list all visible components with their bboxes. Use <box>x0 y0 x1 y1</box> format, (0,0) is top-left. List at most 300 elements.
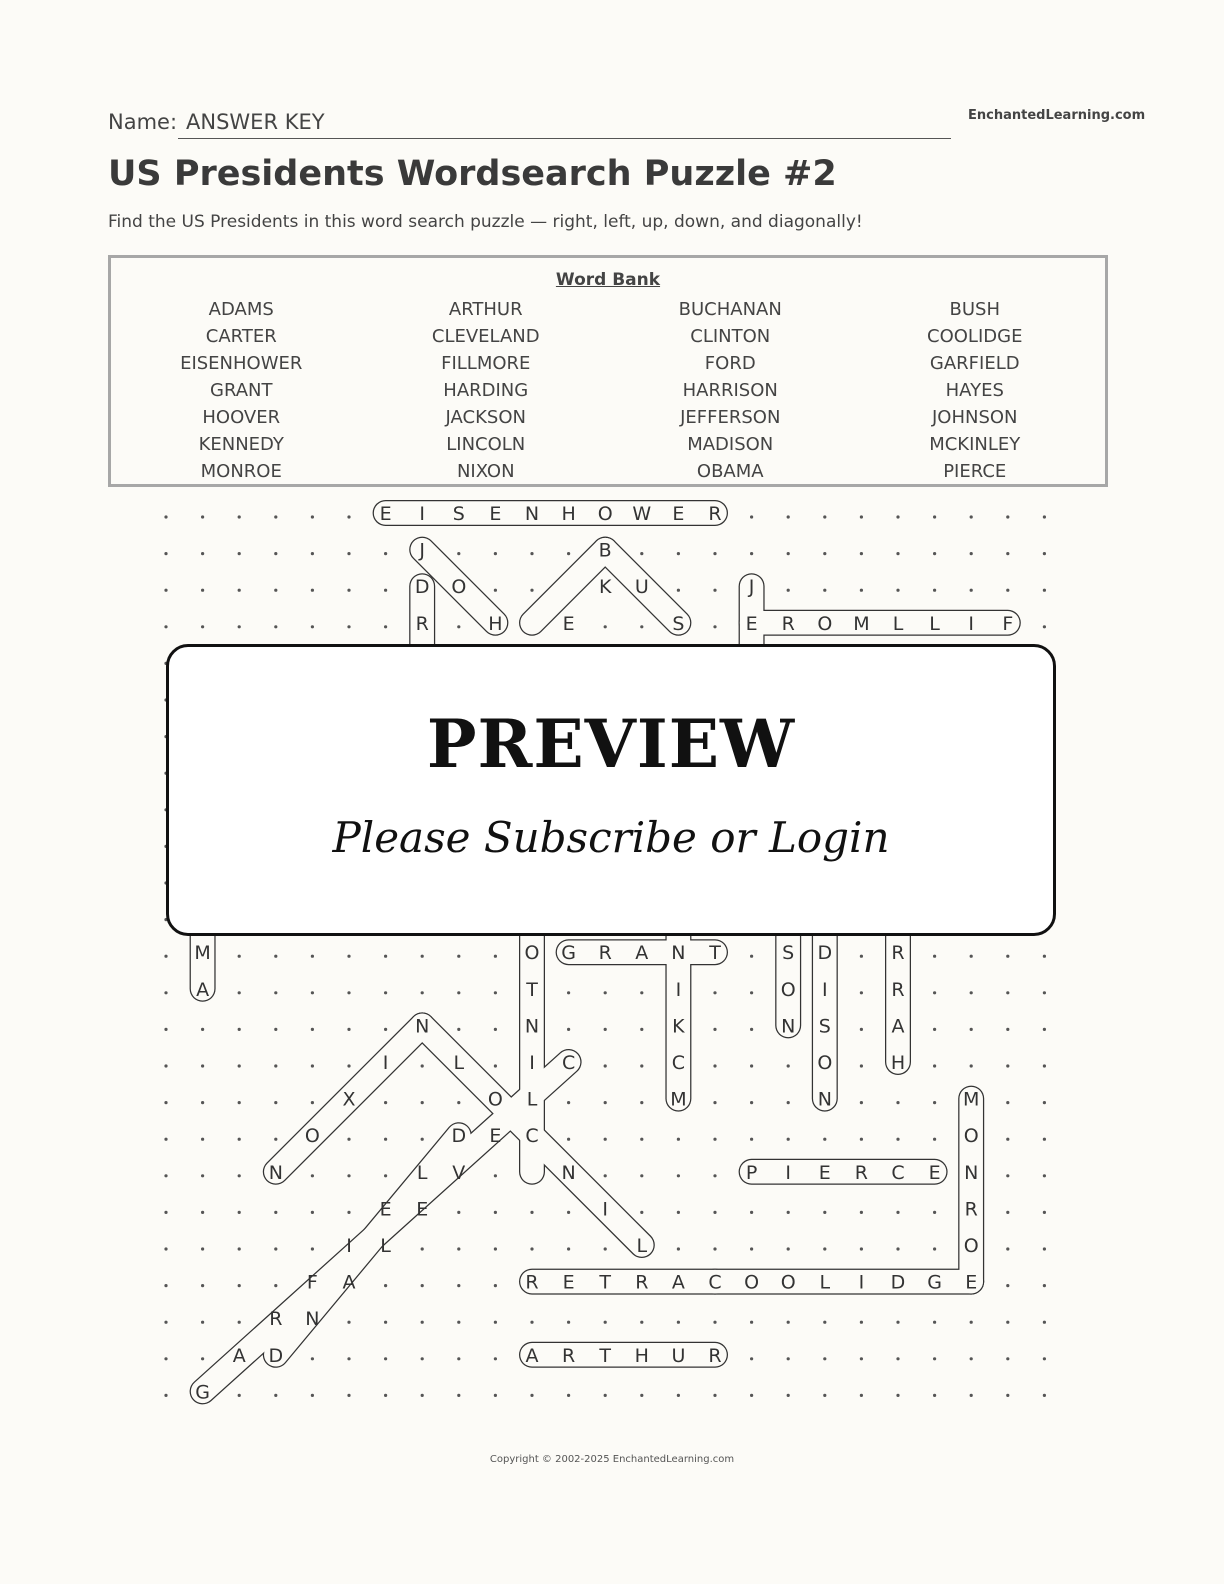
grid-dot <box>1006 1064 1009 1067</box>
grid-dot <box>384 1357 387 1360</box>
grid-dot <box>274 1064 277 1067</box>
word-bank-word: BUCHANAN <box>678 299 782 320</box>
grid-letter: P <box>745 1161 758 1184</box>
grid-dot <box>860 589 863 592</box>
grid-dot <box>201 515 204 518</box>
grid-dot <box>640 1138 643 1141</box>
grid-letter: D <box>817 942 833 965</box>
grid-dot <box>274 1211 277 1214</box>
grid-dot <box>640 1101 643 1104</box>
word-bank-word: EISENHOWER <box>180 353 303 374</box>
grid-dot <box>384 625 387 628</box>
grid-dot <box>347 552 350 555</box>
grid-dot <box>750 1357 753 1360</box>
grid-dot <box>238 1211 241 1214</box>
grid-dot <box>1006 1028 1009 1031</box>
grid-dot <box>787 589 790 592</box>
grid-dot <box>640 1211 643 1214</box>
grid-dot <box>713 625 716 628</box>
grid-dot <box>238 1138 241 1141</box>
page-title: US Presidents Wordsearch Puzzle #2 <box>108 154 837 194</box>
grid-letter: I <box>602 1198 609 1221</box>
grid-dot <box>530 1394 533 1397</box>
grid-letter: L <box>380 1235 391 1257</box>
grid-dot <box>347 955 350 958</box>
grid-dot <box>640 1174 643 1177</box>
grid-dot <box>384 955 387 958</box>
grid-letter: D <box>451 1125 467 1148</box>
grid-dot <box>384 1174 387 1177</box>
grid-letter: S <box>782 942 795 965</box>
grid-dot <box>1006 1394 1009 1397</box>
grid-dot <box>1006 1357 1009 1360</box>
grid-dot <box>494 1174 497 1177</box>
grid-letter: X <box>342 1088 356 1111</box>
name-label: Name: <box>108 110 178 134</box>
grid-letter: O <box>451 576 467 599</box>
grid-dot <box>1043 1394 1046 1397</box>
grid-dot <box>201 1064 204 1067</box>
grid-letter: E <box>818 1161 831 1184</box>
grid-dot <box>164 1138 167 1141</box>
grid-dot <box>787 1138 790 1141</box>
grid-dot <box>274 1138 277 1141</box>
grid-letter: R <box>964 1198 978 1221</box>
grid-letter: R <box>415 612 429 635</box>
grid-dot <box>787 1357 790 1360</box>
grid-dot <box>933 552 936 555</box>
grid-dot <box>640 1028 643 1031</box>
word-bank-word: HOOVER <box>202 407 281 428</box>
grid-dot <box>384 589 387 592</box>
grid-letter: E <box>379 1198 392 1221</box>
grid-letter: E <box>965 1271 978 1294</box>
grid-dot <box>384 1284 387 1287</box>
grid-dot <box>1043 589 1046 592</box>
grid-dot <box>164 1394 167 1397</box>
grid-letter: I <box>382 1052 389 1074</box>
grid-dot <box>933 1064 936 1067</box>
grid-letter: A <box>635 942 649 965</box>
grid-dot <box>1006 1284 1009 1287</box>
grid-letter: N <box>781 1015 796 1038</box>
grid-dot <box>713 1101 716 1104</box>
grid-dot <box>933 1028 936 1031</box>
grid-dot <box>347 1211 350 1214</box>
grid-dot <box>201 1138 204 1141</box>
copyright: Copyright © 2002-2025 EnchantedLearning.com <box>489 1454 735 1465</box>
grid-dot <box>494 1064 497 1067</box>
grid-dot <box>787 1321 790 1324</box>
grid-dot <box>384 1028 387 1031</box>
grid-dot <box>274 955 277 958</box>
grid-dot <box>860 1357 863 1360</box>
grid-dot <box>713 1028 716 1031</box>
grid-dot <box>750 991 753 994</box>
grid-letter: C <box>891 1161 905 1184</box>
grid-dot <box>787 1394 790 1397</box>
grid-letter: R <box>635 1271 649 1294</box>
grid-letter: T <box>526 978 538 1001</box>
grid-letter: O <box>487 1088 503 1111</box>
grid-dot <box>970 1064 973 1067</box>
grid-dot <box>750 1211 753 1214</box>
grid-letter: H <box>488 612 503 635</box>
grid-dot <box>457 991 460 994</box>
grid-letter: N <box>268 1161 283 1184</box>
grid-dot <box>896 1394 899 1397</box>
grid-dot <box>677 1394 680 1397</box>
grid-letter: E <box>489 503 502 525</box>
grid-dot <box>970 1394 973 1397</box>
grid-dot <box>933 1394 936 1397</box>
grid-dot <box>933 1321 936 1324</box>
grid-dot <box>787 1101 790 1104</box>
grid-dot <box>238 1028 241 1031</box>
grid-dot <box>640 1064 643 1067</box>
grid-dot <box>567 1028 570 1031</box>
grid-letter: N <box>305 1308 320 1331</box>
grid-dot <box>750 1028 753 1031</box>
grid-dot <box>1043 1174 1046 1177</box>
grid-dot <box>640 991 643 994</box>
grid-dot <box>347 1174 350 1177</box>
grid-dot <box>347 589 350 592</box>
grid-letter: R <box>891 978 905 1001</box>
word-bank-word: FILLMORE <box>441 353 531 374</box>
grid-dot <box>787 1211 790 1214</box>
grid-dot <box>311 1357 314 1360</box>
grid-dot <box>164 991 167 994</box>
grid-letter: N <box>817 1088 832 1111</box>
grid-dot <box>457 955 460 958</box>
grid-dot <box>238 1174 241 1177</box>
grid-dot <box>201 1284 204 1287</box>
grid-dot <box>567 552 570 555</box>
grid-dot <box>164 1357 167 1360</box>
grid-letter: N <box>415 1015 430 1038</box>
grid-letter: I <box>675 978 682 1001</box>
grid-dot <box>1043 1064 1046 1067</box>
grid-dot <box>1043 515 1046 518</box>
grid-letter: O <box>744 1271 760 1294</box>
grid-letter: E <box>745 612 758 635</box>
grid-dot <box>457 1394 460 1397</box>
grid-dot <box>164 955 167 958</box>
grid-letter: O <box>304 1125 320 1148</box>
grid-dot <box>896 1357 899 1360</box>
word-bank-title: Word Bank <box>555 270 661 290</box>
grid-dot <box>896 515 899 518</box>
grid-dot <box>750 1101 753 1104</box>
grid-dot <box>604 1101 607 1104</box>
grid-letter: T <box>599 1344 612 1367</box>
grid-dot <box>1043 1211 1046 1214</box>
answer-capsule-fill <box>276 1135 459 1355</box>
grid-dot <box>677 1247 680 1250</box>
grid-dot <box>311 991 314 994</box>
grid-letter: R <box>854 1161 869 1184</box>
grid-dot <box>274 589 277 592</box>
grid-letter: N <box>561 1161 576 1184</box>
grid-dot <box>1043 552 1046 555</box>
grid-dot <box>494 589 497 592</box>
grid-letter: F <box>1002 612 1014 635</box>
grid-dot <box>164 552 167 555</box>
word-bank-word: MADISON <box>687 434 774 455</box>
grid-dot <box>201 1174 204 1177</box>
grid-letter: J <box>748 576 755 599</box>
grid-dot <box>787 1247 790 1250</box>
grid-dot <box>933 1357 936 1360</box>
word-bank-word: JOHNSON <box>931 407 1018 428</box>
grid-dot <box>823 1357 826 1360</box>
grid-dot <box>1043 1138 1046 1141</box>
grid-dot <box>494 991 497 994</box>
grid-dot <box>494 1357 497 1360</box>
grid-letter: L <box>929 612 940 635</box>
grid-letter: E <box>928 1161 941 1184</box>
word-bank-word: GRANT <box>210 380 273 401</box>
grid-dot <box>530 1321 533 1324</box>
grid-dot <box>311 1028 314 1031</box>
grid-dot <box>494 1394 497 1397</box>
grid-letter: T <box>599 1271 612 1294</box>
grid-dot <box>604 1394 607 1397</box>
grid-letter: M <box>194 942 211 965</box>
site-name: EnchantedLearning.com <box>968 108 1146 123</box>
grid-letter: H <box>890 1052 906 1074</box>
grid-letter: C <box>708 1271 722 1294</box>
grid-dot <box>1006 991 1009 994</box>
grid-dot <box>238 1247 241 1250</box>
grid-dot <box>347 991 350 994</box>
grid-dot <box>238 515 241 518</box>
grid-dot <box>1043 1284 1046 1287</box>
grid-letter: O <box>817 612 833 635</box>
preview-title: PREVIEW <box>426 705 796 783</box>
grid-dot <box>713 589 716 592</box>
grid-dot <box>1043 955 1046 958</box>
grid-letter: O <box>780 978 796 1001</box>
grid-dot <box>860 552 863 555</box>
grid-letter: A <box>525 1344 539 1367</box>
grid-dot <box>750 1394 753 1397</box>
grid-dot <box>201 1028 204 1031</box>
grid-dot <box>713 1064 716 1067</box>
grid-letter: R <box>525 1271 539 1294</box>
grid-dot <box>311 625 314 628</box>
grid-letter: D <box>890 1271 906 1294</box>
grid-dot <box>1006 1174 1009 1177</box>
grid-letter: D <box>268 1344 284 1367</box>
grid-dot <box>238 552 241 555</box>
grid-dot <box>713 1247 716 1250</box>
word-bank-word: COOLIDGE <box>927 326 1023 347</box>
grid-dot <box>896 1138 899 1141</box>
grid-letter: R <box>269 1308 283 1331</box>
grid-dot <box>421 1247 424 1250</box>
grid-dot <box>823 552 826 555</box>
grid-dot <box>860 1028 863 1031</box>
grid-dot <box>713 1174 716 1177</box>
grid-dot <box>896 1101 899 1104</box>
grid-letter: I <box>821 978 828 1001</box>
word-bank-word: BUSH <box>949 299 1000 320</box>
grid-letter: N <box>524 1015 540 1038</box>
grid-letter: U <box>671 1344 686 1367</box>
grid-dot <box>567 1247 570 1250</box>
word-bank-word: PIERCE <box>943 461 1007 482</box>
preview-subtitle: Please Subscribe or Login <box>332 813 890 862</box>
grid-letter: U <box>634 576 649 599</box>
grid-dot <box>421 1284 424 1287</box>
grid-dot <box>274 1028 277 1031</box>
grid-dot <box>604 991 607 994</box>
grid-dot <box>677 589 680 592</box>
grid-dot <box>201 552 204 555</box>
grid-dot <box>567 1394 570 1397</box>
grid-dot <box>970 991 973 994</box>
grid-dot <box>640 1394 643 1397</box>
grid-dot <box>750 1064 753 1067</box>
grid-letter: M <box>962 1088 980 1111</box>
grid-dot <box>201 1247 204 1250</box>
grid-dot <box>1006 1247 1009 1250</box>
grid-dot <box>347 1394 350 1397</box>
grid-dot <box>201 1357 204 1360</box>
grid-letter: M <box>853 612 870 635</box>
grid-dot <box>494 1211 497 1214</box>
grid-dot <box>274 552 277 555</box>
grid-letter: G <box>195 1381 210 1404</box>
grid-letter: B <box>598 539 612 562</box>
grid-dot <box>1006 1138 1009 1141</box>
grid-letter: C <box>671 1052 686 1074</box>
grid-dot <box>1043 1101 1046 1104</box>
grid-dot <box>713 552 716 555</box>
grid-dot <box>1043 1028 1046 1031</box>
grid-dot <box>896 552 899 555</box>
grid-letter: L <box>526 1088 538 1111</box>
grid-dot <box>201 1321 204 1324</box>
word-bank-word: ARTHUR <box>448 299 523 320</box>
grid-dot <box>421 1101 424 1104</box>
grid-dot <box>457 1321 460 1324</box>
grid-letter: L <box>819 1271 831 1294</box>
grid-dot <box>933 1101 936 1104</box>
grid-dot <box>823 1321 826 1324</box>
grid-dot <box>384 552 387 555</box>
grid-dot <box>201 1211 204 1214</box>
grid-dot <box>933 955 936 958</box>
grid-dot <box>860 1321 863 1324</box>
word-bank-word: MONROE <box>200 461 282 482</box>
grid-dot <box>201 589 204 592</box>
grid-dot <box>933 515 936 518</box>
word-bank-word: OBAMA <box>696 461 764 482</box>
grid-dot <box>750 955 753 958</box>
grid-dot <box>1006 1101 1009 1104</box>
grid-letter: N <box>964 1161 979 1184</box>
grid-dot <box>347 515 350 518</box>
word-bank-word: LINCOLN <box>446 434 526 455</box>
grid-dot <box>164 1101 167 1104</box>
grid-dot <box>823 589 826 592</box>
instructions: Find the US Presidents in this word search puzzle — right, left, up, down, and diagonally! <box>108 212 863 232</box>
grid-dot <box>823 1211 826 1214</box>
grid-letter: I <box>858 1271 865 1294</box>
grid-dot <box>384 1101 387 1104</box>
grid-dot <box>457 1247 460 1250</box>
grid-dot <box>201 1101 204 1104</box>
grid-dot <box>933 991 936 994</box>
word-bank-word: CARTER <box>205 326 277 347</box>
grid-letter: S <box>818 1015 831 1038</box>
grid-letter: S <box>452 503 465 525</box>
grid-dot <box>933 1247 936 1250</box>
word-bank-word: FORD <box>704 353 756 374</box>
grid-dot <box>970 552 973 555</box>
grid-dot <box>274 1101 277 1104</box>
grid-dot <box>494 1284 497 1287</box>
grid-dot <box>677 552 680 555</box>
grid-letter: J <box>419 539 426 562</box>
grid-letter: N <box>671 942 686 965</box>
grid-letter: L <box>892 612 904 635</box>
word-bank-word: JACKSON <box>445 407 526 428</box>
grid-dot <box>713 1321 716 1324</box>
grid-dot <box>384 1138 387 1141</box>
word-bank-word: ADAMS <box>208 299 274 320</box>
grid-letter: H <box>561 503 576 525</box>
grid-dot <box>347 625 350 628</box>
grid-dot <box>604 1138 607 1141</box>
grid-dot <box>274 1284 277 1287</box>
grid-dot <box>567 1101 570 1104</box>
grid-dot <box>347 1064 350 1067</box>
grid-letter: L <box>453 1052 465 1074</box>
grid-letter: E <box>416 1198 429 1221</box>
grid-dot <box>494 1247 497 1250</box>
grid-dot <box>860 1101 863 1104</box>
grid-dot <box>823 515 826 518</box>
grid-dot <box>604 1321 607 1324</box>
grid-dot <box>274 1247 277 1250</box>
grid-letter: T <box>709 942 721 965</box>
grid-dot <box>238 955 241 958</box>
grid-dot <box>238 991 241 994</box>
grid-dot <box>164 589 167 592</box>
grid-dot <box>457 552 460 555</box>
grid-letter: I <box>346 1235 352 1257</box>
grid-dot <box>604 1174 607 1177</box>
grid-dot <box>933 1138 936 1141</box>
grid-letter: O <box>817 1052 833 1074</box>
grid-letter: O <box>780 1271 796 1294</box>
word-bank-word: JEFFERSON <box>680 407 781 428</box>
grid-dot <box>860 1247 863 1250</box>
grid-letter: L <box>416 1161 428 1184</box>
grid-dot <box>933 1211 936 1214</box>
grid-dot <box>567 1138 570 1141</box>
grid-dot <box>860 955 863 958</box>
grid-dot <box>567 991 570 994</box>
grid-letter: G <box>561 942 576 965</box>
grid-dot <box>384 1394 387 1397</box>
grid-dot <box>640 1321 643 1324</box>
grid-dot <box>164 1284 167 1287</box>
